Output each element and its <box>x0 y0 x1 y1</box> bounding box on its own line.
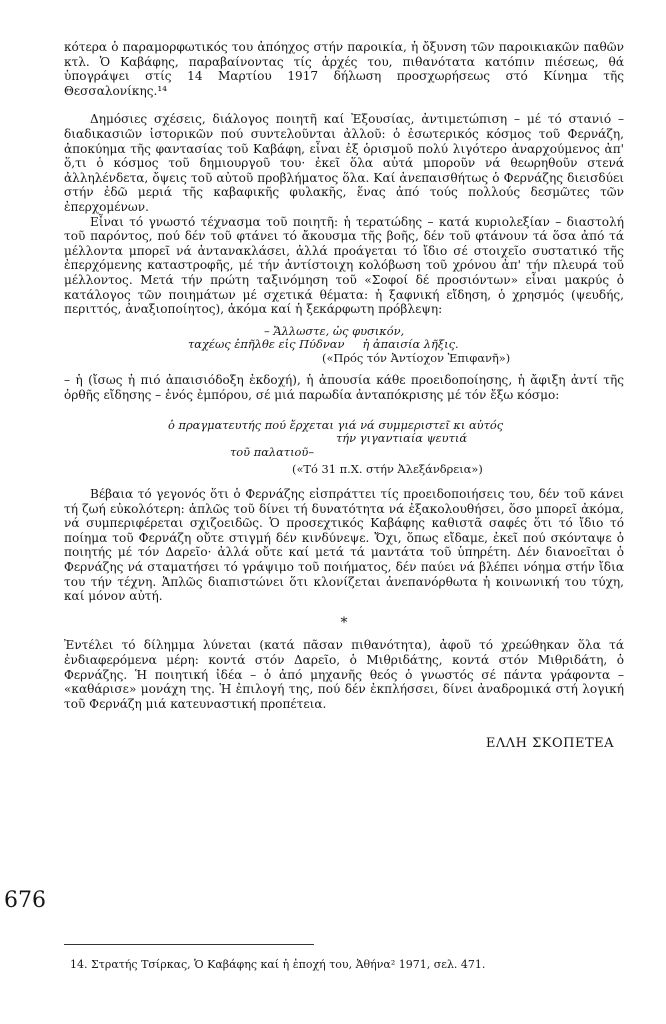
paragraph-5: Βέβαια τό γεγονός ὅτι ὁ Φερνάζης εἰσπράττει τίς προειδοποιήσεις του, δέν τοῦ κάνει τή ζωή εὐκολότερη: ἁπλῶς τοῦ δίνει τή δυνατότητα νά ἐξακολουθήσει, ὅσο μπορεῖ ἀκόμα, νά συμπεριφέρεται σχιζοειδῶς. Ὁ προσεχτικός Καβάφης καθιστᾶ σαφές ὅτι τό ἴδιο τό ποίημα τοῦ Φερνάζη οὔτε στιγμή δέν κινδύνεψε. Ὄχι, ὅπως εἴδαμε, ἐκεῖ πού σκόνταψε ὁ ποιητής μέ τόν Δαρεῖο· ἀλλά οὔτε καί μετά τά μαντάτα τοῦ ὑπηρέτη. Δέν διανοεῖται ὁ Φερνάζης νά σταματήσει τό γράψιμο τοῦ ποιήματος, δέν παύει νά βλέπει νόημα στήν ἴδια του τήν τέχνη. Ἁπλῶς διαπιστώνει ὅτι κλονίζεται ἀνεπανόρθωτα ἡ κοινωνική του τύχη, καί μόνον αὐτή. <box>64 487 624 604</box>
quote-source: («Πρός τόν Ἀντίοχον Ἐπιφανῆ») <box>322 350 511 365</box>
paragraph-3: Εἶναι τό γνωστό τέχνασμα τοῦ ποιητῆ: ἡ τερατώδης – κατά κυριολεξίαν – διαστολή τοῦ παρόντος, πού δέν τοῦ φτάνει τό ἄκουσμα τῆς βοῆς, δέν τοῦ φτάνουν τά ὅσα ἀπό τά μέλλοντα μπορεῖ νά ἀντανακλάσει, ἀλλά προάγεται τό ἴδιο σέ στοιχεῖο συστατικό τῆς ἐπερχόμενης καταστροφῆς, μέ τήν ἀντίστοιχη κολόβωση τοῦ χρόνου ἀπ' τήν πλευρά τοῦ μέλλοντος. Μετά τήν πρώτη ταξινόμηση τοῦ «Σοφοί δέ προσιόντων» εἶναι μακρύς ὁ κατάλογος τῶν ποιημάτων μέ σχετικά θέματα: ἡ ξαφνική εἴδηση, ὁ χρησμός (ψευδής, περιττός, ἀναξιοποίητος), ἀκόμα καί ἡ ξεκάρφωτη πρόβλεψη: <box>64 214 624 317</box>
quote-line: ὁ πραγματευτής πού ἔρχεται γιά νά συμμεριστεῖ κι αὐτός <box>168 417 504 432</box>
author-signature: ΕΛΛΗ ΣΚΟΠΕΤΕΑ <box>485 736 614 752</box>
footnote: 14. Στρατής Τσίρκας, Ὁ Καβάφης καί ἡ ἐποχή του, Ἀθήνα² 1971, σελ. 471. <box>70 958 486 971</box>
page-number: 676 <box>4 888 46 913</box>
paragraph-6: Ἐντέλει τό δίλημμα λύνεται (κατά πᾶσαν πιθανότητα), ἀφοῦ τό χρεώθηκαν ὅλα τά ἐνδιαφερόμενα μέρη: κοντά στόν Δαρεῖο, ὁ Μιθριδάτης, κοντά στόν Μιθριδάτη, ὁ Φερνάζης. Ἡ ποιητική ἰδέα – ὁ ἀπό μηχανῆς θεός ὁ γνωστός σέ πάντα γράφοντα – «καθάρισε» μονάχη της. Ἡ ἐπιλογή της, πού δέν ἐκπλήσσει, δίνει ἀναδρομικά στή λογική τοῦ Φερνάζη μιά κατευναστική προπέτεια. <box>64 638 624 711</box>
text-column <box>64 40 624 752</box>
footnote-rule <box>64 944 314 945</box>
quote-antiochus <box>64 325 624 366</box>
paragraph-2: Δημόσιες σχέσεις, διάλογος ποιητῆ καί Ἐξουσίας, ἀντιμετώπιση – μέ τό στανιό – διαδικασιῶν ἱστορικῶν πού συντελοῦνται ἀλλοῦ: ὁ ἐσωτερικός κόσμος τοῦ Φερνάζη, ἀποκύημα τῆς φαντασίας τοῦ Καβάφη, εἶναι ἐξ ὁρισμοῦ πολύ λιγότερο ἀναρχούμενος ἀπ' ὅ,τι ὁ κόσμος τοῦ δημιουργοῦ του· ἐκεῖ ὅλα αὐτά μποροῦν νά θεωρηθοῦν στενά ἀλληλένδετα, ὄψεις τοῦ αὐτοῦ προβλήματος ὅλα. Καί ἀνεπαισθήτως ὁ Φερνάζης διεισδύει στήν ἐδῶ μεριά τῆς καβαφικῆς φυλακῆς, ἕνας ἀπό τούς πολλούς δεσμῶτες τῶν ἐπερχομένων. <box>64 112 624 214</box>
quote-source: («Τό 31 π.Χ. στήν Ἀλεξάνδρεια») <box>292 462 483 477</box>
quote-alexandria <box>64 419 624 477</box>
section-separator: * <box>340 614 348 631</box>
quote-line: – Ἄλλωστε, ὡς φυσικόν, <box>264 323 405 338</box>
quote-line: τοῦ παλατιοῦ– <box>230 444 315 459</box>
paragraph-4: – ἡ (ἴσως ἡ πιό ἀπαισιόδοξη ἐκδοχή), ἡ ἀπουσία κάθε προειδοποίησης, ἡ ἄφιξη ἀντί τῆς ὀρθῆς εἴδησης – ἑνός ἐμπόρου, σέ μιά παρωδία ἀνταπόκρισης μέ τόν ἔξω κόσμο: <box>64 373 624 403</box>
quote-line: τήν γιγαντιαία ψευτιά <box>336 431 468 446</box>
quote-line: ταχέως ἐπῆλθε εἰς Πύδναν ἡ ἀπαισία λῆξις. <box>188 337 459 352</box>
paragraph-1: κότερα ὁ παραμορφωτικός του ἀπόηχος στήν παροικία, ἡ ὄξυνση τῶν παροικιακῶν παθῶν κτλ. Ὁ Καβάφης, παραβαίνοντας τίς ἀρχές του, πιθανότατα κατόπιν πιέσεως, θά ὑπογράψει στίς 14 Μαρτίου 1917 δήλωση προσχωρήσεως στό Κίνημα τῆς Θεσσαλονίκης.¹⁴ <box>64 40 624 98</box>
